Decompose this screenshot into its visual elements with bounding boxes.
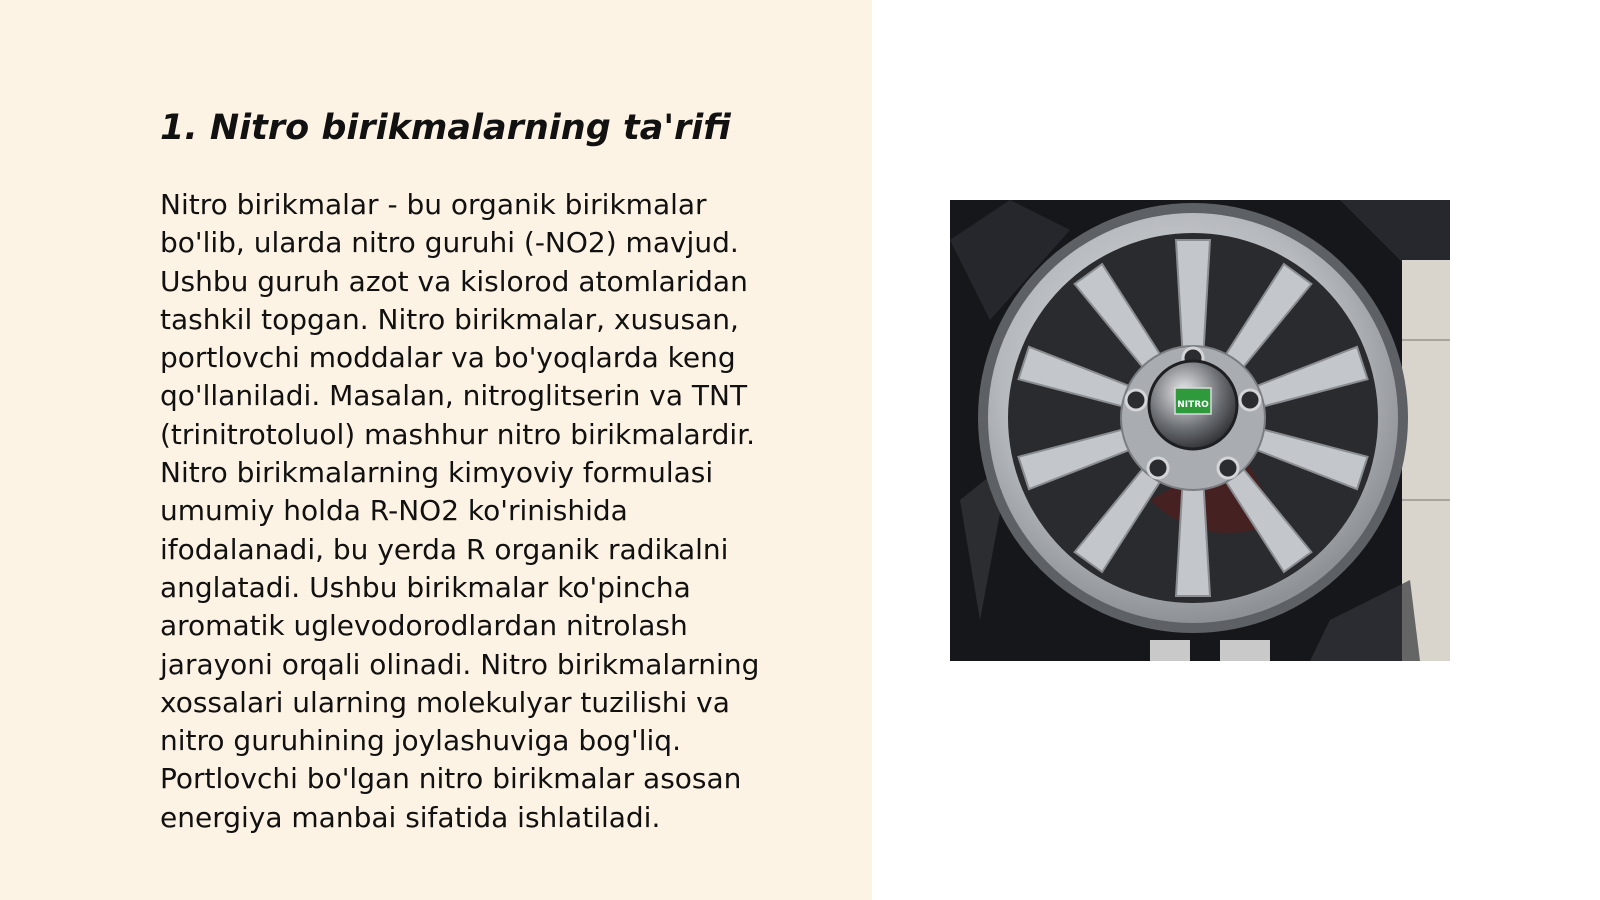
- body-line: Nitro birikmalarning kimyoviy formulasi: [160, 456, 714, 490]
- body-line: (trinitrotoluol) mashhur nitro birikmalardir.: [160, 417, 756, 451]
- body-line: tashkil topgan. Nitro birikmalar, xususan,: [160, 302, 739, 336]
- body-line: portlovchi moddalar va bo'yoqlarda keng: [160, 341, 736, 375]
- alloy-wheel-icon: [950, 200, 1450, 661]
- alloy-wheel-photo: [950, 200, 1450, 661]
- body-line: Ushbu guruh azot va kislorod atomlaridan: [160, 264, 748, 298]
- body-line: Nitro birikmalar - bu organik birikmalar: [160, 188, 707, 221]
- body-line: nitro guruhining joylashuviga bog'liq.: [160, 724, 681, 758]
- body-line: bo'lib, ularda nitro guruhi (-NO2) mavjud.: [160, 226, 739, 260]
- slide-title: 1. Nitro birikmalarning ta'rifi: [160, 108, 731, 148]
- body-line: aromatik uglevodorodlardan nitrolash: [160, 609, 688, 643]
- body-line: jarayoni orqali olinadi. Nitro birikmalarning: [160, 647, 760, 681]
- body-line: ifodalanadi, bu yerda R organik radikalni: [160, 532, 729, 566]
- hub-logo-text: NITRO: [1177, 400, 1209, 410]
- body-line: energiya manbai sifatida ishlatiladi.: [160, 800, 661, 834]
- body-line: umumiy holda R-NO2 ko'rinishida: [160, 494, 628, 528]
- body-line: anglatadi. Ushbu birikmalar ko'pincha: [160, 570, 691, 604]
- body-line: Portlovchi bo'lgan nitro birikmalar asosan: [160, 762, 742, 796]
- body-line: qo'llaniladi. Masalan, nitroglitserin va TNT: [160, 379, 748, 413]
- slide-body-text: [160, 186, 820, 837]
- body-line: xossalari ularning molekulyar tuzilishi va: [160, 685, 730, 719]
